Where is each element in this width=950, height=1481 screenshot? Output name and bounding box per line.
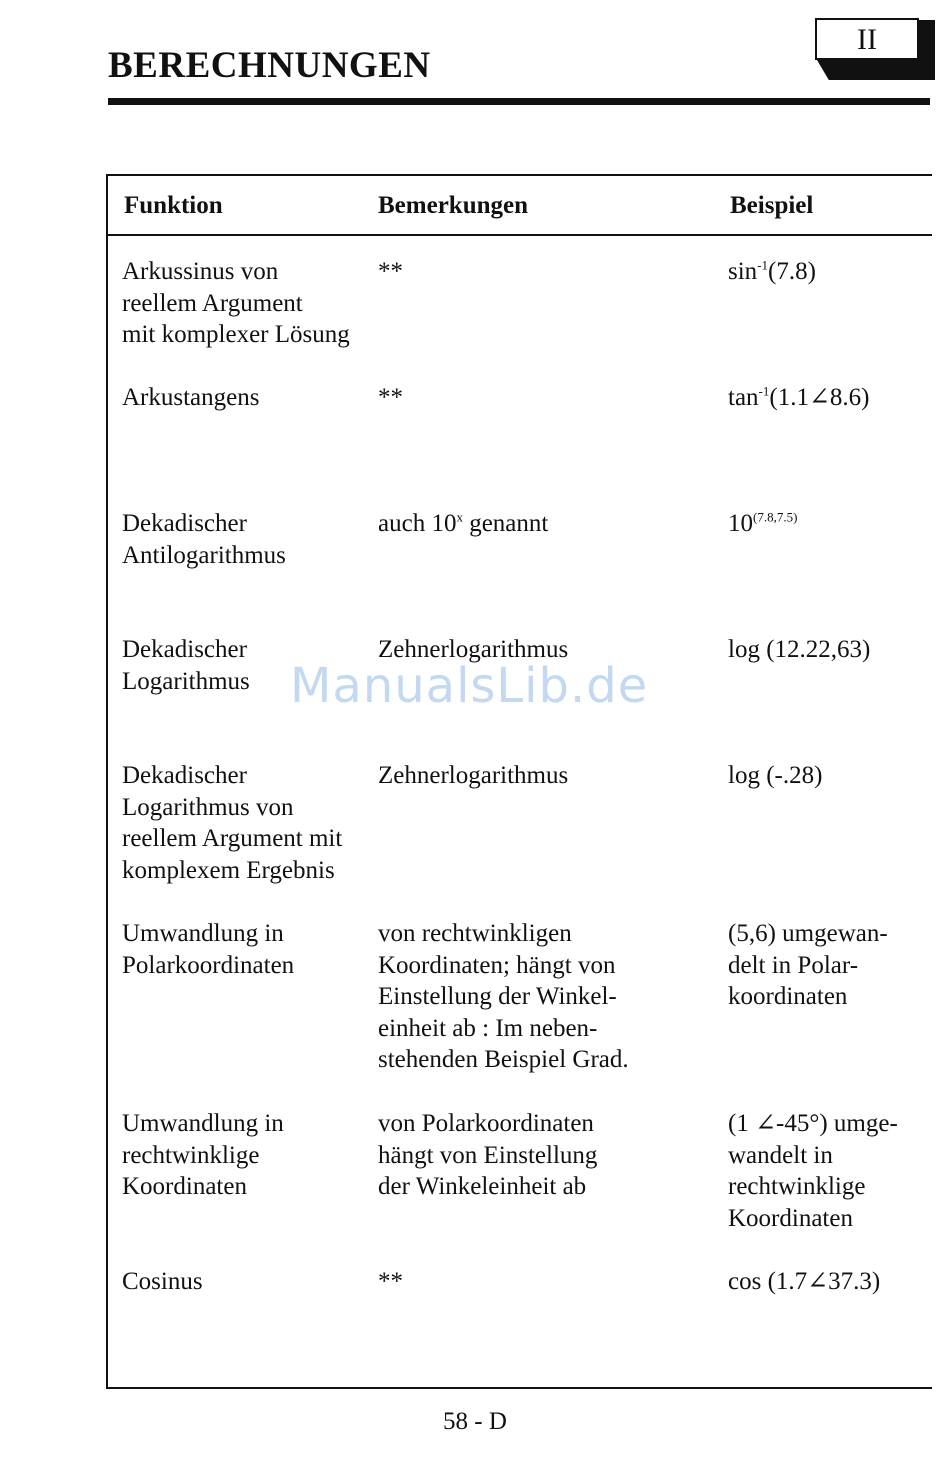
cell-bemerkungen: ** [378, 1268, 403, 1295]
cell-bemerkungen: von Polarkoordinaten hängt von Einstellung der Winkeleinheit ab [378, 1110, 598, 1200]
cell-bemerkungen: von rechtwinkligen Koordinaten; hängt von Einstellung der Winkel- einheit ab : Im neben- stehenden Beispiel Grad. [378, 920, 629, 1073]
cell-funktion: Cosinus [122, 1268, 203, 1295]
cell-funktion: Dekadischer Logarithmus [122, 636, 250, 695]
column-header-beispiel: Beispiel [730, 192, 814, 219]
beispiel-base: 10 [728, 510, 753, 537]
chapter-tab-shadow [817, 60, 935, 80]
chapter-tab: II [815, 18, 919, 60]
cell-bemerkungen: Zehnerlogarithmus [378, 636, 569, 663]
cell-beispiel: cos (1.7∠37.3) [728, 1268, 881, 1295]
beispiel-base: sin [728, 258, 758, 285]
cell-bemerkungen: Zehnerlogarithmus [378, 762, 569, 789]
cell-bemerkungen: ** [378, 384, 403, 411]
watermark: ManualsLib.de [290, 658, 649, 714]
cell-beispiel: log (-.28) [728, 762, 823, 789]
bemerkungen-rest: genannt [462, 510, 549, 537]
cell-funktion: Dekadischer Logarithmus von reellem Argument mit komplexem Ergebnis [122, 762, 343, 884]
page-number: 58 - D [443, 1408, 507, 1435]
beispiel-rest: (7.8) [768, 258, 816, 285]
cell-beispiel [728, 382, 933, 414]
beispiel-base: tan [728, 384, 759, 411]
page-title: BERECHNUNGEN [108, 45, 431, 86]
bemerkungen-base: auch 10 [378, 510, 457, 537]
bemerkungen-superscript: x [456, 509, 463, 525]
function-table [106, 174, 932, 1389]
cell-beispiel: (1 ∠-45°) umge- wandelt in rechtwinklige Koordinaten [728, 1110, 898, 1232]
cell-funktion: Umwandlung in rechtwinklige Koordinaten [122, 1110, 284, 1200]
cell-beispiel [728, 508, 933, 540]
cell-beispiel [728, 256, 933, 288]
cell-beispiel: (5,6) umgewan- delt in Polar- koordinaten [728, 920, 888, 1010]
cell-bemerkungen [378, 508, 718, 540]
column-header-funktion: Funktion [124, 192, 223, 219]
beispiel-rest: (1.1∠8.6) [769, 384, 870, 411]
cell-bemerkungen: ** [378, 258, 403, 285]
beispiel-superscript: -1 [757, 257, 769, 273]
beispiel-superscript: -1 [758, 383, 770, 399]
header-rule [108, 98, 930, 105]
cell-funktion: Dekadischer Antilogarithmus [122, 510, 286, 569]
cell-funktion: Arkustangens [122, 384, 260, 411]
cell-funktion: Arkussinus von reellem Argument mit komplexer Lösung [122, 258, 350, 348]
table-header [108, 176, 932, 236]
cell-funktion: Umwandlung in Polarkoordinaten [122, 920, 295, 979]
column-header-bemerkungen: Bemerkungen [378, 192, 528, 219]
beispiel-superscript: (7.8,7.5) [753, 509, 798, 525]
cell-beispiel: log (12.22,63) [728, 636, 871, 663]
